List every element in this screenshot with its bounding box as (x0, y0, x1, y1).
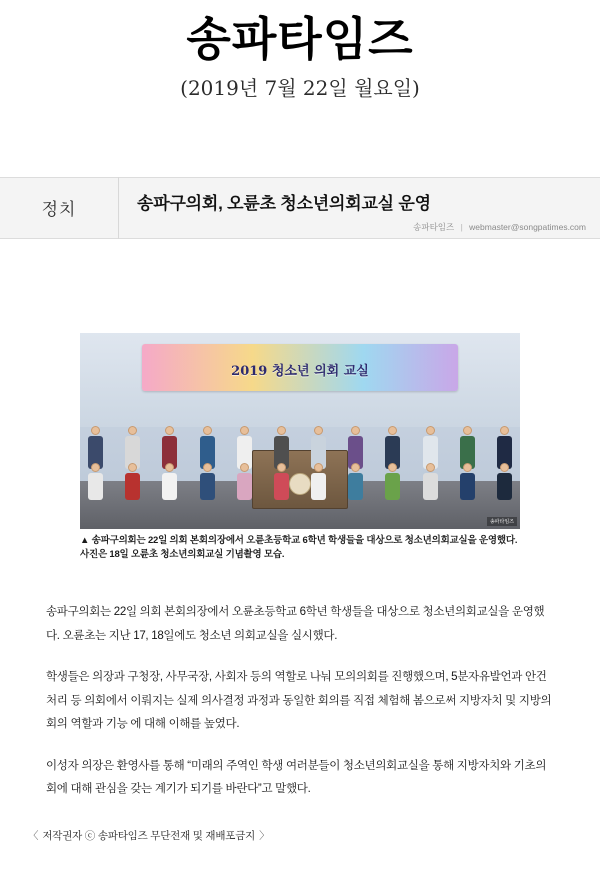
photo-person-head (91, 463, 100, 472)
photo-person-head (388, 426, 397, 435)
photo-person-body (125, 473, 140, 500)
photo-person-body (88, 473, 103, 500)
photo-person-head (388, 463, 397, 472)
photo-person (237, 463, 252, 501)
photo-person-head (240, 463, 249, 472)
photo-person-head (426, 426, 435, 435)
photo-person-head (463, 426, 472, 435)
photo-person-head (351, 426, 360, 435)
article-paragraph: 이성자 의장은 환영사를 통해 “미래의 주역인 학생 여러분들이 청소년의회교실을 통해 지방자치와 기초의회에 대해 관심을 갖는 계기가 되기를 바란다”고 말했다. (46, 759, 547, 796)
photo-person-body (497, 473, 512, 500)
photo-person-head (500, 463, 509, 472)
photo-person-body (274, 473, 289, 500)
byline-email[interactable]: webmaster@songpatimes.com (469, 221, 586, 232)
photo-person-body (348, 473, 363, 500)
chevron-left-icon: 〈 (28, 830, 39, 842)
chevron-right-icon: 〉 (259, 830, 270, 842)
photo-person (200, 463, 215, 501)
photo-person-body (200, 473, 215, 500)
article-paragraphs (22, 601, 578, 802)
photo-person-body (162, 473, 177, 500)
photo-person-head (500, 426, 509, 435)
article-figure (80, 333, 520, 563)
photo-person-head (277, 463, 286, 472)
article-paragraph: 송파구의회는 22일 의회 본회의장에서 오륜초등학교 6학년 학생들을 대상으로 청소년의회교실을 운영했다. 오륜초는 지난 17, 18일에도 청소년 의회교실을 실시했다. (46, 605, 545, 642)
site-logo[interactable]: 송파타임즈 (186, 12, 414, 66)
photo-person (162, 463, 177, 501)
photo-person (385, 463, 400, 501)
masthead (0, 0, 600, 101)
photo-person (423, 463, 438, 501)
copyright-notice (24, 828, 273, 843)
photo-person (497, 463, 512, 501)
photo-person-head (314, 463, 323, 472)
photo-person-head (351, 463, 360, 472)
byline-source: 송파타임즈 (413, 221, 455, 232)
publication-date: (2019년 7월 22일 월요일) (180, 75, 420, 100)
photo-person (311, 463, 326, 501)
photo-person-head (314, 426, 323, 435)
article-photo[interactable] (80, 333, 520, 529)
photo-watermark: 송파타임즈 (487, 517, 517, 526)
photo-person-body (423, 473, 438, 500)
photo-caption: ▲ 송파구의회는 22일 의회 본회의장에서 오륜초등학교 6학년 학생들을 대상으로 청소년의회교실을 운영했다. 사진은 18일 오륜초 청소년의회교실 기념촬영 모습. (80, 534, 518, 561)
article-category[interactable]: 정치 (41, 200, 77, 220)
photo-person (88, 463, 103, 501)
photo-person (348, 463, 363, 501)
photo-banner-title: 2019 청소년 의회 교실 (231, 363, 369, 379)
photo-person (125, 463, 140, 501)
photo-person-head (165, 463, 174, 472)
photo-person-head (426, 463, 435, 472)
photo-person-body (237, 473, 252, 500)
article-body (0, 333, 600, 802)
photo-person-head (203, 426, 212, 435)
photo-person-head (165, 426, 174, 435)
photo-person-head (128, 426, 137, 435)
photo-front-row (80, 463, 520, 501)
photo-person-head (463, 463, 472, 472)
article-headline[interactable]: 송파구의회, 오륜초 청소년의회교실 운영 (137, 193, 431, 213)
photo-person-head (91, 426, 100, 435)
photo-person-head (240, 426, 249, 435)
photo-person-body (311, 473, 326, 500)
byline (413, 221, 586, 233)
photo-person-head (277, 426, 286, 435)
article-paragraph: 학생들은 의장과 구청장, 사무국장, 사회자 등의 역할로 나눠 모의의회를 진행했으며, 5분자유발언과 안건처리 등 의회에서 이뤄지는 실제 의사결정 과정과 동일한 회의를 직접 체험해 봄으로써 지방자치 및 지방의회의 역할과 기능 에 대해 이해를 높였다. (46, 671, 552, 731)
copyright-text: 저작권자 ⓒ 송파타임즈 무단전재 및 재배포금지 (42, 830, 256, 842)
photo-person-body (385, 473, 400, 500)
photo-person-body (460, 473, 475, 500)
headline-band (0, 177, 600, 239)
photo-person (460, 463, 475, 501)
byline-separator: | (460, 221, 463, 232)
photo-person (274, 463, 289, 501)
headline-wrap (119, 177, 600, 239)
photo-person-head (203, 463, 212, 472)
photo-person-head (128, 463, 137, 472)
